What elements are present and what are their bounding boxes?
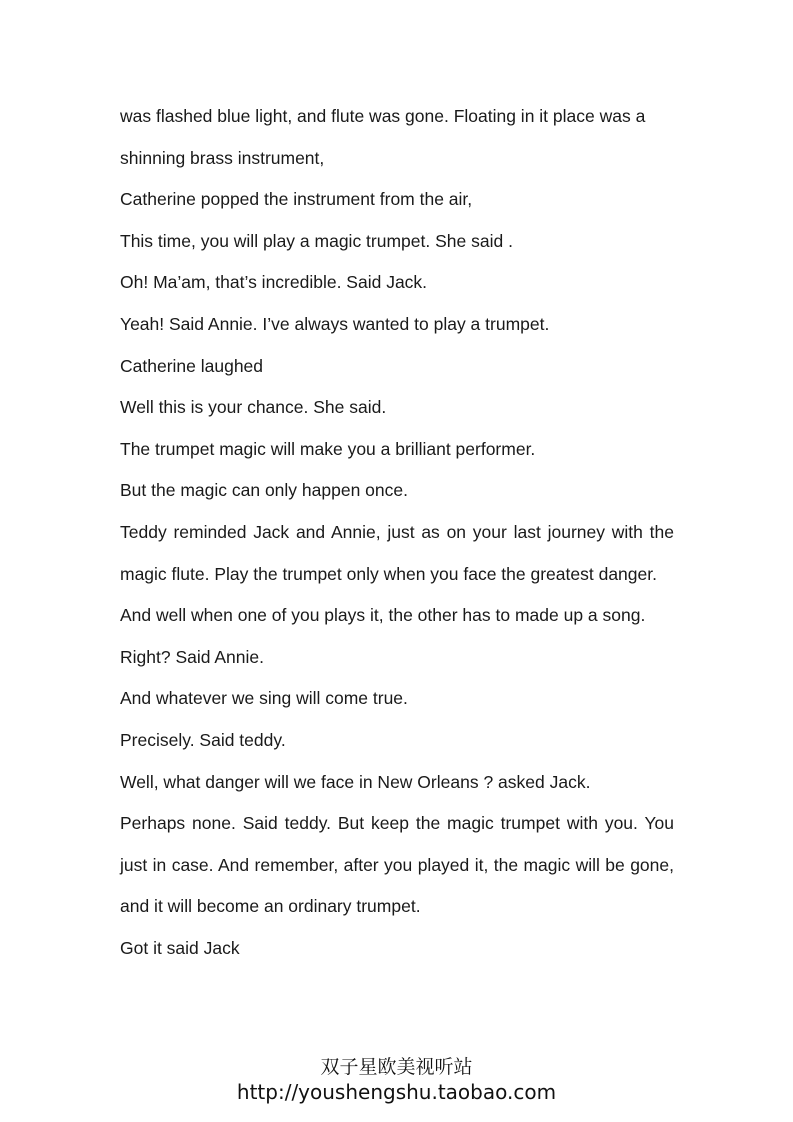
paragraph: Well, what danger will we face in New Orleans ? asked Jack. — [120, 771, 591, 792]
story-text — [120, 96, 674, 969]
paragraph: Right? Said Annie. — [120, 646, 264, 667]
paragraph: The trumpet magic will make you a brilliant performer. — [120, 438, 536, 459]
footer-shop-name: 双子星欧美视听站 — [320, 1056, 473, 1078]
paragraph: Catherine laughed — [120, 355, 264, 376]
paragraph: This time, you will play a magic trumpet. She said . — [120, 230, 513, 251]
paragraph: Precisely. Said teddy. — [120, 729, 286, 750]
paragraph: Oh! Ma’am, that’s incredible. Said Jack. — [120, 272, 428, 293]
paragraph: Got it said Jack — [120, 937, 240, 958]
paragraph: Catherine popped the instrument from the air, — [120, 189, 473, 210]
paragraph: Perhaps none. Said teddy. But keep the magic trumpet with you. You just in case. And remember, after you played it, the magic will be gone, and it will become an ordinary trumpet. — [120, 813, 674, 917]
paragraph: Teddy reminded Jack and Annie, just as on your last journey with the magic flute. Play the trumpet only when you face the greatest danger. — [120, 521, 674, 584]
paragraph: was flashed blue light, and flute was gone. Floating in it place was a shinning brass instrument, — [120, 106, 646, 168]
paragraph: Well this is your chance. She said. — [120, 397, 387, 418]
footer-url: http://youshengshu.taobao.com — [236, 1080, 557, 1104]
paragraph: And whatever we sing will come true. — [120, 688, 408, 709]
paragraph: Yeah! Said Annie. I’ve always wanted to play a trumpet. — [120, 313, 550, 334]
paragraph: But the magic can only happen once. — [120, 480, 408, 501]
paragraph: And well when one of you plays it, the other has to made up a song. — [120, 605, 646, 626]
